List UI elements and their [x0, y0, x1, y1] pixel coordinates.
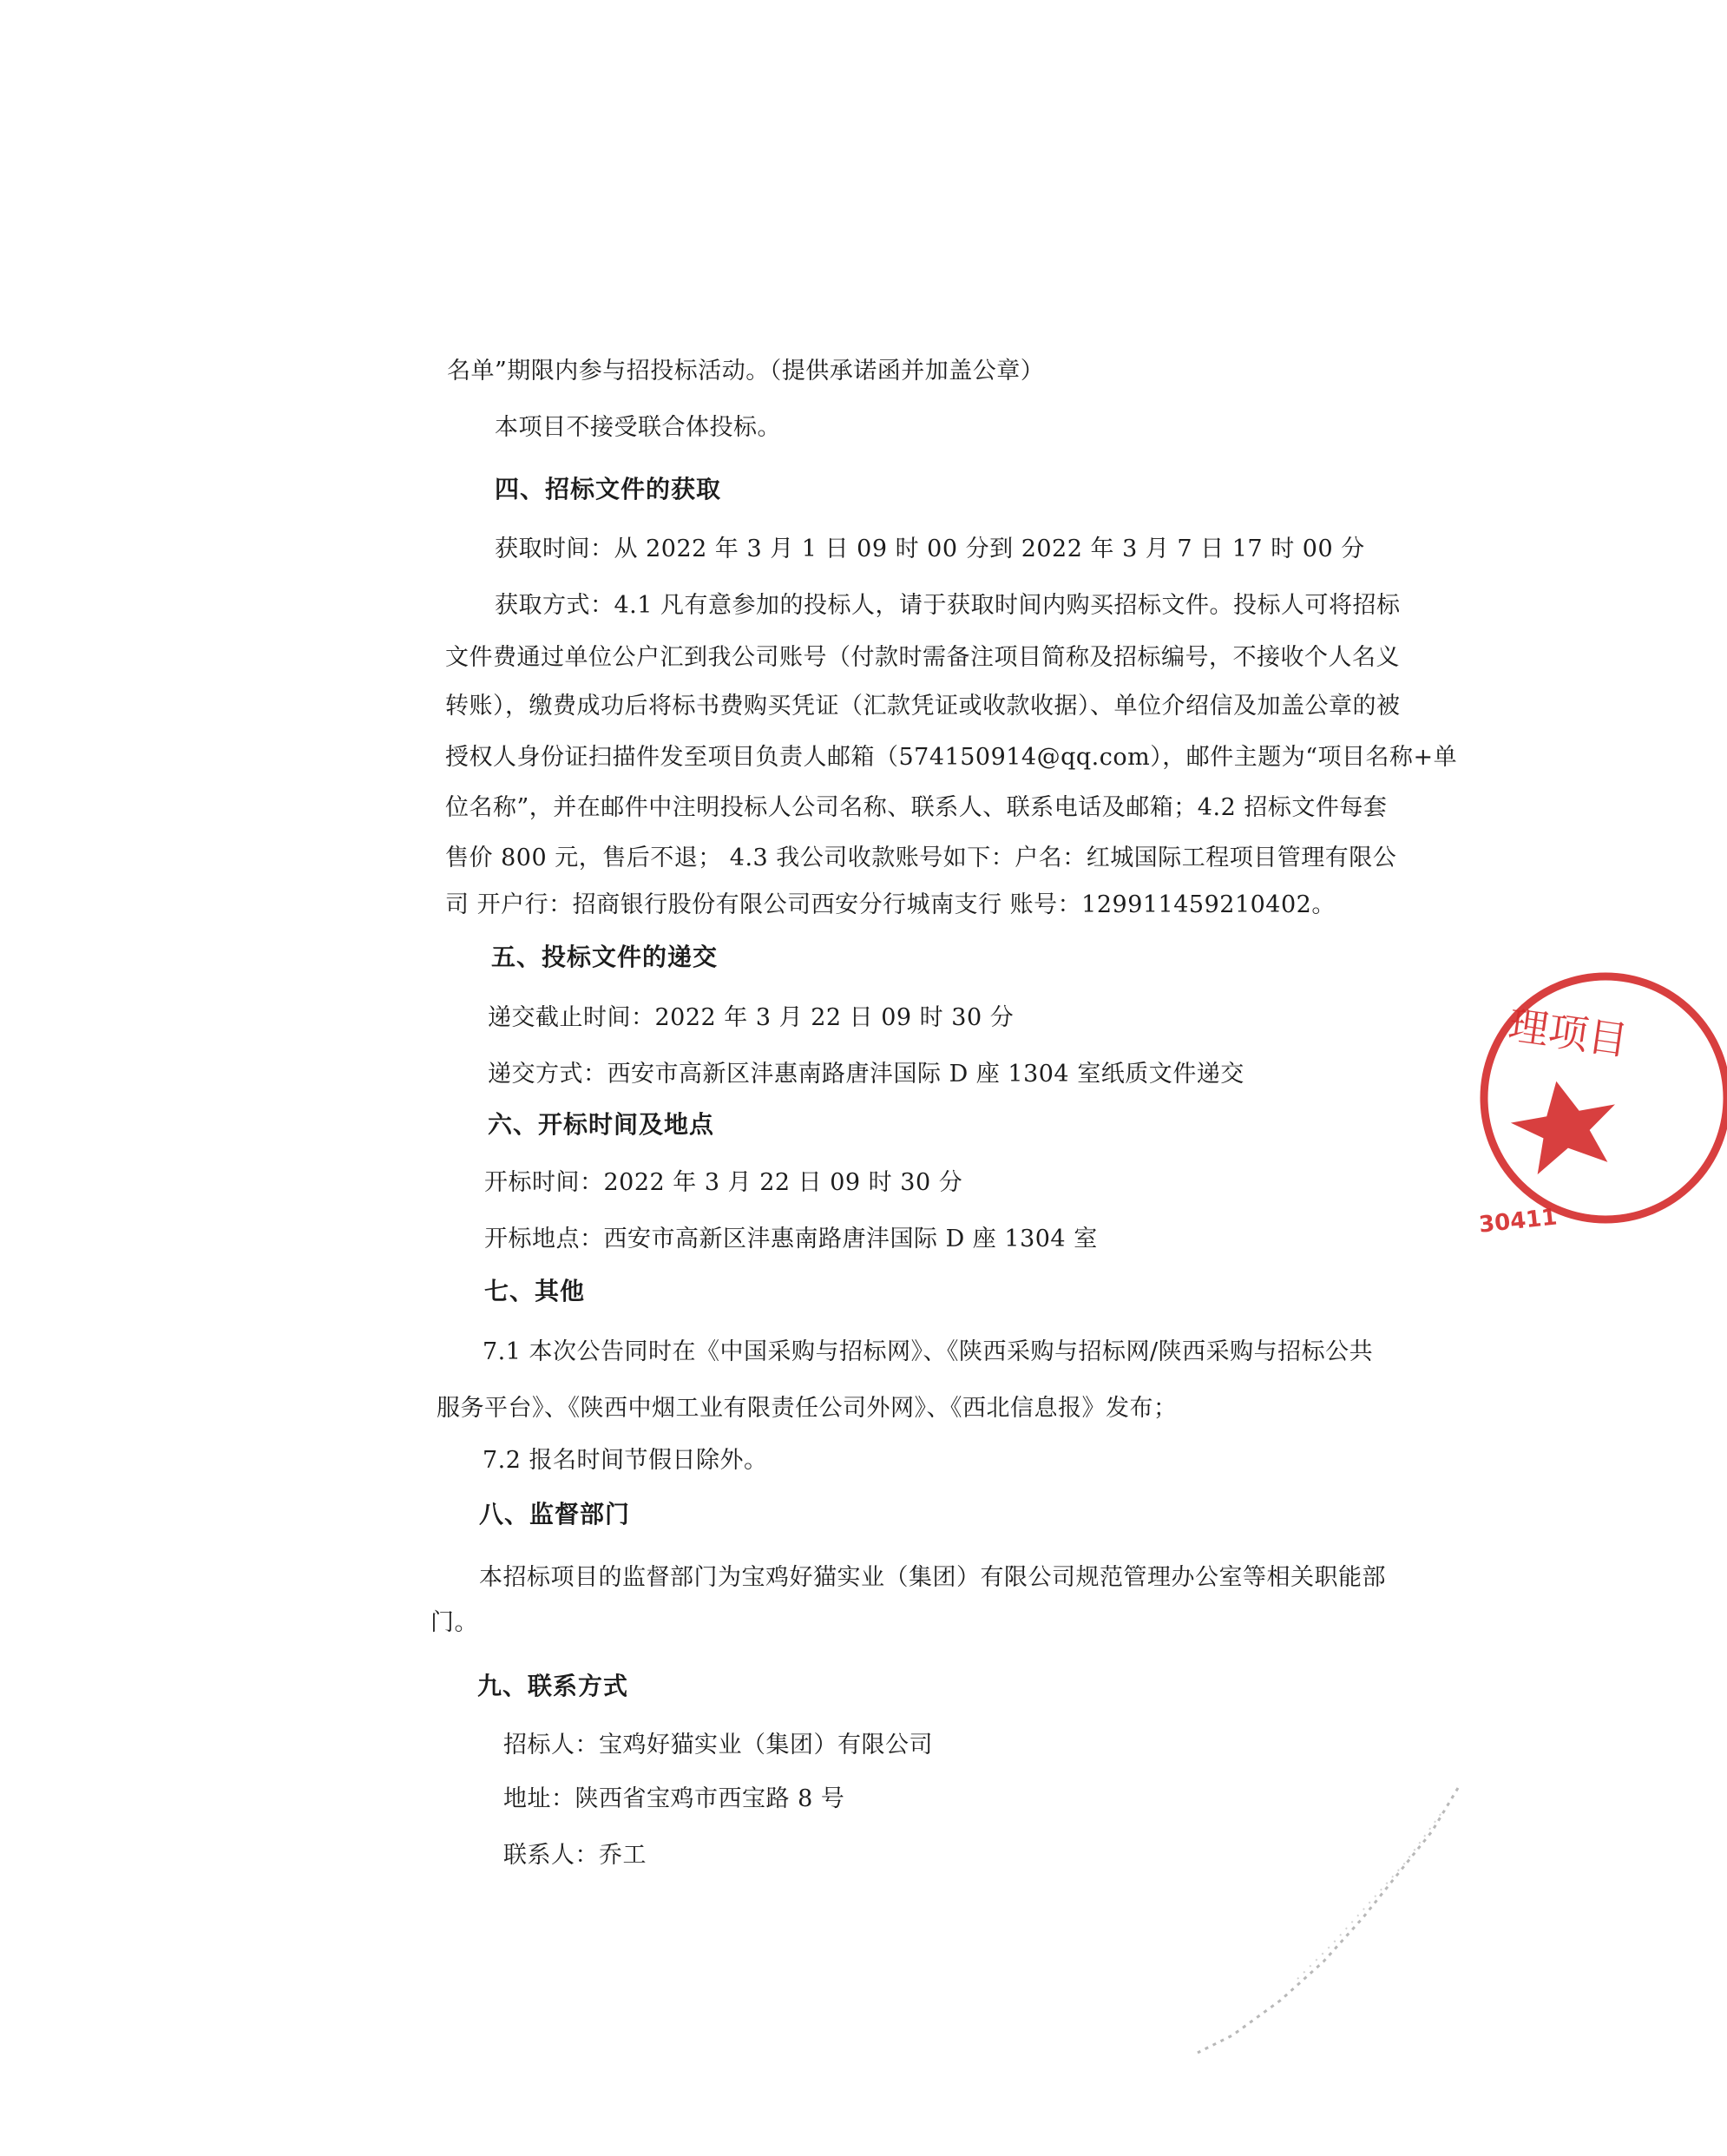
text-line: 开标时间：2022 年 3 月 22 日 09 时 30 分	[484, 1169, 963, 1196]
text-line: 7.1 本次公告同时在《中国采购与招标网》、《陕西采购与招标网/陕西采购与招标公共	[483, 1338, 1374, 1365]
text-line: 联系人：乔工	[503, 1842, 647, 1869]
text-line: 获取时间：从 2022 年 3 月 1 日 09 时 00 分到 2022 年 3 月 7 日 17 时 00 分	[495, 536, 1365, 562]
text-line: 地址：陕西省宝鸡市西宝路 8 号	[503, 1785, 845, 1812]
text-line: 递交方式：西安市高新区沣惠南路唐沣国际 D 座 1304 室纸质文件递交	[488, 1061, 1244, 1088]
section-heading-5: 五、投标文件的递交	[491, 943, 719, 971]
section-heading-4: 四、招标文件的获取	[495, 475, 722, 503]
text-line: 本项目不接受联合体投标。	[495, 414, 781, 441]
text-line: 本招标项目的监督部门为宝鸡好猫实业（集团）有限公司规范管理办公室等相关职能部	[479, 1564, 1386, 1591]
text-line: 名单”期限内参与招投标活动。（提供承诺函并加盖公章）	[447, 358, 1045, 385]
text-line: 服务平台》、《陕西中烟工业有限责任公司外网》、《西北信息报》发布；	[437, 1395, 1178, 1422]
text-line: 获取方式：4.1 凡有意参加的投标人，请于获取时间内购买招标文件。投标人可将招标	[495, 592, 1401, 619]
section-heading-8: 八、监督部门	[479, 1500, 631, 1528]
seal-top-text: 理项目	[1505, 1001, 1632, 1065]
text-line: 7.2 报名时间节假日除外。	[483, 1447, 768, 1474]
text-line: 递交截止时间：2022 年 3 月 22 日 09 时 30 分	[488, 1004, 1015, 1031]
section-heading-6: 六、开标时间及地点	[488, 1110, 715, 1139]
text-line: 授权人身份证扫描件发至项目负责人邮箱（574150914@qq.com），邮件主题为“项目名称+单	[445, 744, 1458, 771]
text-line: 文件费通过单位公户汇到我公司账号（付款时需备注项目简称及招标编号，不接收个人名义	[445, 644, 1400, 671]
text-line: 售价 800 元，售后不退； 4.3 我公司收款账号如下：户名：红城国际工程项目管理有限公	[445, 845, 1397, 871]
seal-star-icon	[1505, 1072, 1625, 1178]
seal-number: 30411	[1477, 1204, 1559, 1239]
text-line: 招标人：宝鸡好猫实业（集团）有限公司	[503, 1732, 933, 1758]
scan-artifact	[1180, 1779, 1467, 2057]
text-line: 位名称”，并在邮件中注明投标人公司名称、联系人、联系电话及邮箱；4.2 招标文件每套	[445, 794, 1388, 821]
company-seal	[1467, 950, 1727, 1239]
section-heading-9: 九、联系方式	[477, 1672, 629, 1700]
text-line: 司 开户行：招商银行股份有限公司西安分行城南支行 账号：129911459210402。	[445, 891, 1336, 918]
text-line: 开标地点：西安市高新区沣惠南路唐沣国际 D 座 1304 室	[484, 1226, 1098, 1252]
text-line: 门。	[430, 1609, 478, 1636]
section-heading-7: 七、其他	[484, 1277, 586, 1305]
text-line: 转账），缴费成功后将标书费购买凭证（汇款凭证或收款收据）、单位介绍信及加盖公章的被	[445, 693, 1401, 720]
